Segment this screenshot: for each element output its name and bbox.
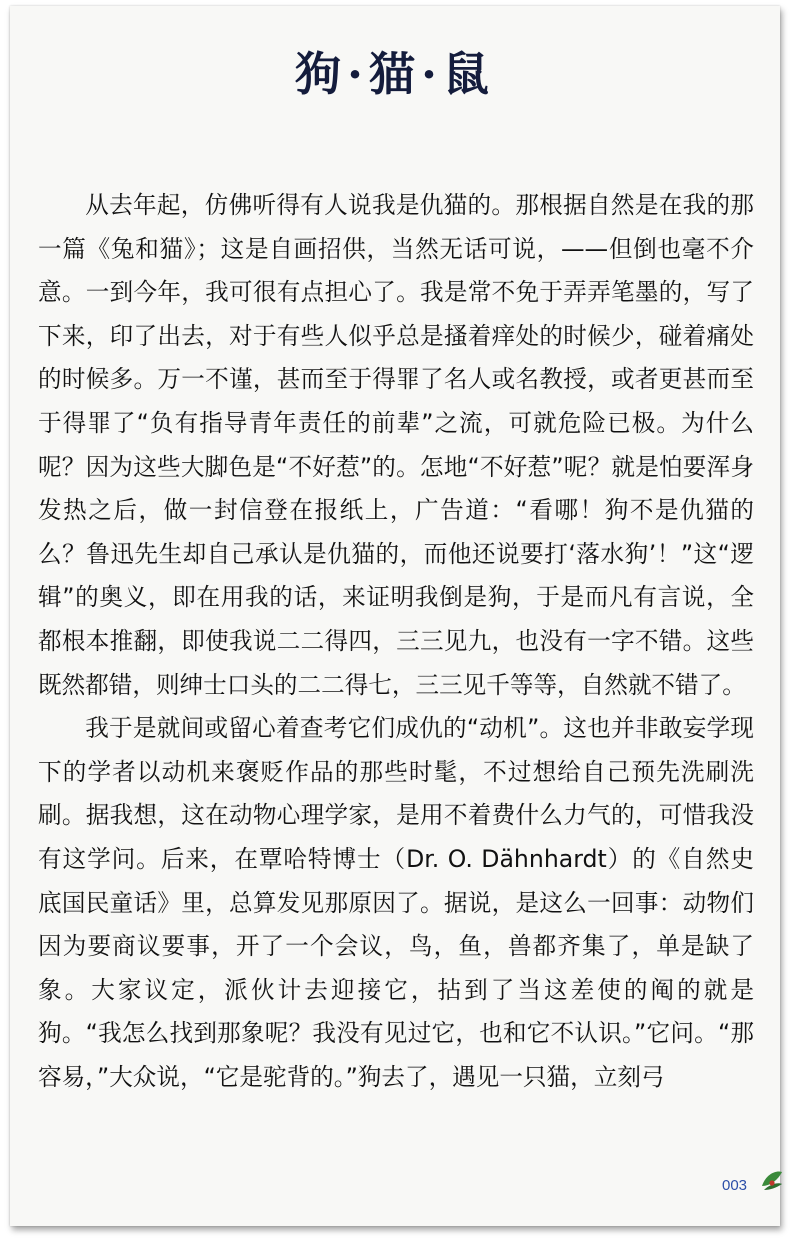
paragraph-1: 从去年起，仿佛听得有人说我是仇猫的。那根据自然是在我的那一篇《兔和猫》；这是自画招供，当然无话可说，——但倒也毫不介意。一到今年，我可很有点担心了。我是常不免于弄弄笔墨的，写了下来，印了出去，对于有些人似乎总是搔着痒处的时候少，碰着痛处的时候多。万一不谨，甚而至于得罪了名人或名教授，或者更甚而至于得罪了“负有指导青年责任的前辈”之流，可就危险已极。为什么呢？因为这些大脚色是“不好惹”的。怎地“不好惹”呢？就是怕要浑身发热之后，做一封信登在报纸上，广告道：“看哪！狗不是仇猫的么？鲁迅先生却自己承认是仇猫的，而他还说要打‘落水狗’！”这“逻辑”的奥义，即在用我的话，来证明我倒是狗，于是而凡有言说，全都根本推翻，即使我说二二得四，三三见九，也没有一字不错。这些既然都错，则绅士口头的二二得七，三三见千等等，自然就不错了。	[38, 191, 754, 699]
leaf-ornament-icon	[760, 1166, 784, 1192]
page-number: 003	[722, 1177, 748, 1194]
body-text	[38, 184, 754, 1099]
chapter-title: 狗·猫·鼠	[294, 47, 496, 101]
paragraph-2: 我于是就间或留心着查考它们成仇的“动机”。这也并非敢妄学现下的学者以动机来褒贬作品的那些时髦，不过想给自己预先洗刷洗刷。据我想，这在动物心理学家，是用不着费什么力气的，可惜我没有这学问。后来，在覃哈特博士（Dr. O. Dähnhardt）的《自然史底国民童话》里，总算发见那原因了。据说，是这么一回事：动物们因为要商议要事，开了一个会议，鸟，鱼，兽都齐集了，单是缺了象。大家议定，派伙计去迎接它，拈到了当这差使的阄的就是狗。“我怎么找到那象呢？我没有见过它，也和它不认识。”它问。“那容易，”大众说，“它是驼背的。”狗去了，遇见一只猫，立刻弓	[38, 714, 754, 1091]
